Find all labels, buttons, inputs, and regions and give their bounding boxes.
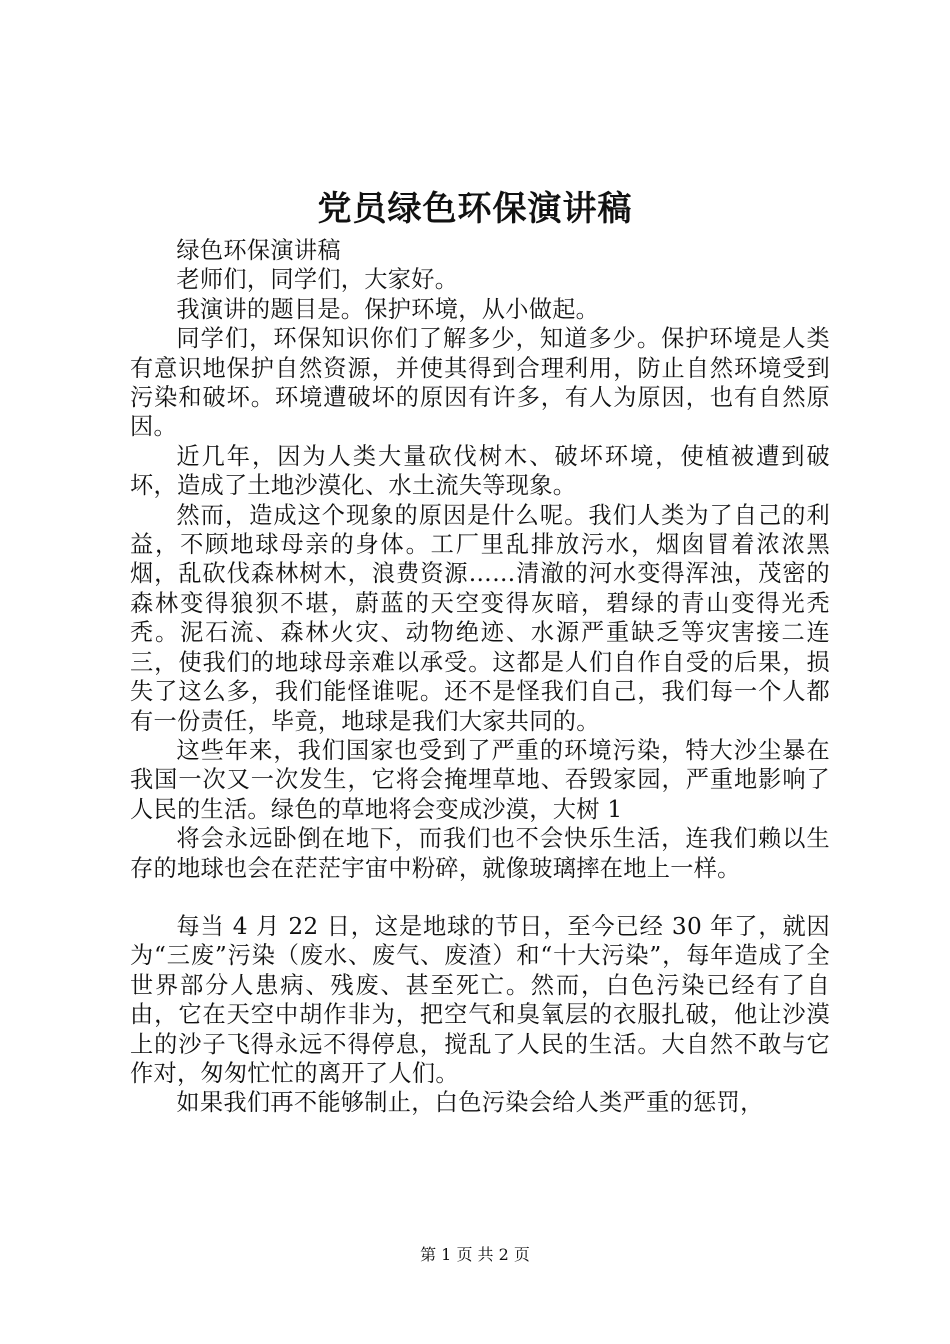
paragraph: 同学们，环保知识你们了解多少，知道多少。保护环境是人类有意识地保护自然资源，并使其得到合理利用，防止自然环境受到污染和破坏。环境遭破坏的原因有许多，有人为原因，也有自然原因。 bbox=[130, 325, 830, 441]
paragraph: 将会永远卧倒在地下，而我们也不会快乐生活，连我们赖以生存的地球也会在茫茫宇宙中粉碎，就像玻璃摔在地上一样。 bbox=[130, 825, 830, 882]
document-body bbox=[130, 236, 830, 1118]
paragraph: 如果我们再不能够制止，白色污染会给人类严重的惩罚， bbox=[176, 1089, 764, 1117]
paragraph: 绿色环保演讲稿 bbox=[176, 237, 341, 264]
page-footer: 第 1 页 共 2 页 bbox=[420, 1245, 530, 1264]
paragraph: 老师们，同学们，大家好。 bbox=[176, 266, 459, 294]
paragraph: 近几年，因为人类大量砍伐树木、破坏环境，使植被遭到破坏，造成了土地沙漠化、水土流失等现象。 bbox=[130, 442, 830, 500]
document-title: 党员绿色环保演讲稿 bbox=[317, 189, 633, 229]
paragraph: 然而，造成这个现象的原因是什么呢。我们人类为了自己的利益，不顾地球母亲的身体。工厂里乱排放污水，烟囱冒着浓浓黑烟，乱砍伐森林树木，浪费资源……清澈的河水变得浑浊，茂密的森林变得狼狈不堪，蔚蓝的天空变得灰暗，碧绿的青山变得光秃秃。泥石流、森林火灾、动物绝迹、水源严重缺乏等灾害接二连三，使我们的地球母亲难以承受。这都是人们自作自受的后果，损失了这么多，我们能怪谁呢。还不是怪我们自己，我们每一个人都有一份责任，毕竟，地球是我们大家共同的。 bbox=[130, 501, 830, 735]
paragraph: 我演讲的题目是。保护环境，从小做起。 bbox=[176, 295, 600, 323]
paragraph: 这些年来，我们国家也受到了严重的环境污染，特大沙尘暴在我国一次又一次发生，它将会掩埋草地、吞毁家园，严重地影响了人民的生活。绿色的草地将会变成沙漠，大树 1 bbox=[130, 736, 830, 823]
paragraph: 每当 4 月 22 日，这是地球的节日，至今已经 30 年了，就因为“三废”污染（废水、废气、废渣）和“十大污染”，每年造成了全世界部分人患病、残废、甚至死亡。然而，白色污染已经有了自由，它在天空中胡作非为，把空气和臭氧层的衣服扎破，他让沙漠上的沙子飞得永远不得停息，搅乱了人民的生活。大自然不敢与它作对，匆匆忙忙的离开了人们。 bbox=[130, 912, 830, 1087]
